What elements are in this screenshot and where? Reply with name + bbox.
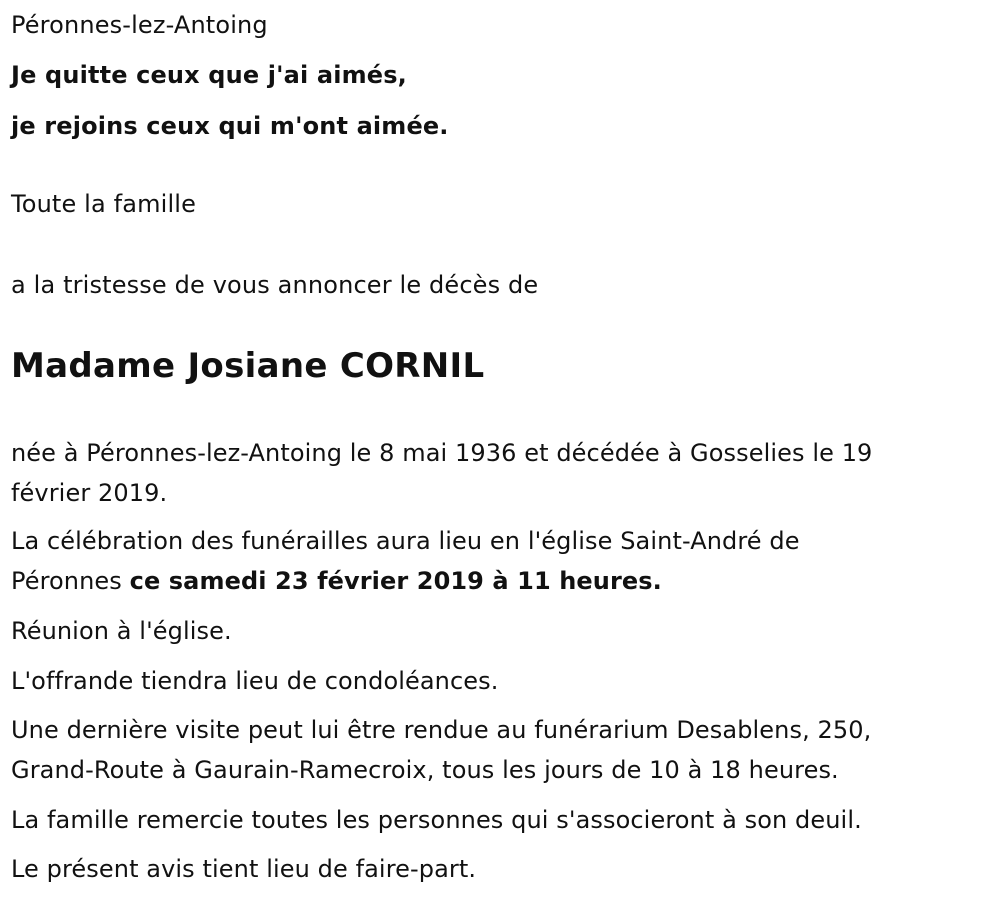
visit-line-1: Une dernière visite peut lui être rendue au funérarium Desablens, 250, bbox=[11, 716, 872, 744]
ceremony-datetime: ce samedi 23 février 2019 à 11 heures. bbox=[129, 567, 662, 595]
birth-line-2: février 2019. bbox=[11, 479, 168, 507]
meeting-text: Réunion à l'église. bbox=[11, 617, 232, 645]
thanks-text: La famille remercie toutes les personnes qui s'associeront à son deuil. bbox=[11, 806, 862, 834]
ceremony-place: Péronnes bbox=[11, 567, 130, 595]
birth-death-paragraph bbox=[11, 433, 872, 513]
visit-line-2: Grand-Route à Gaurain-Ramecroix, tous les jours de 10 à 18 heures. bbox=[11, 756, 839, 784]
deceased-name: Madame Josiane CORNIL bbox=[11, 346, 485, 386]
ceremony-line-2 bbox=[11, 561, 800, 601]
visit-paragraph bbox=[11, 710, 871, 790]
ceremony-paragraph bbox=[11, 521, 800, 601]
family-text: Toute la famille bbox=[11, 190, 196, 218]
ceremony-line-1: La célébration des funérailles aura lieu en l'église Saint-André de bbox=[11, 527, 800, 555]
birth-line-1: née à Péronnes-lez-Antoing le 8 mai 1936 et décédée à Gosselies le 19 bbox=[11, 439, 873, 467]
poem-line-1: Je quitte ceux que j'ai aimés, bbox=[11, 61, 407, 89]
poem-line-2: je rejoins ceux qui m'ont aimée. bbox=[11, 112, 449, 140]
announcement-intro: a la tristesse de vous annoncer le décès de bbox=[11, 271, 539, 299]
location-text: Péronnes-lez-Antoing bbox=[11, 11, 268, 39]
notice-text: Le présent avis tient lieu de faire-part. bbox=[11, 855, 477, 883]
offering-text: L'offrande tiendra lieu de condoléances. bbox=[11, 667, 499, 695]
